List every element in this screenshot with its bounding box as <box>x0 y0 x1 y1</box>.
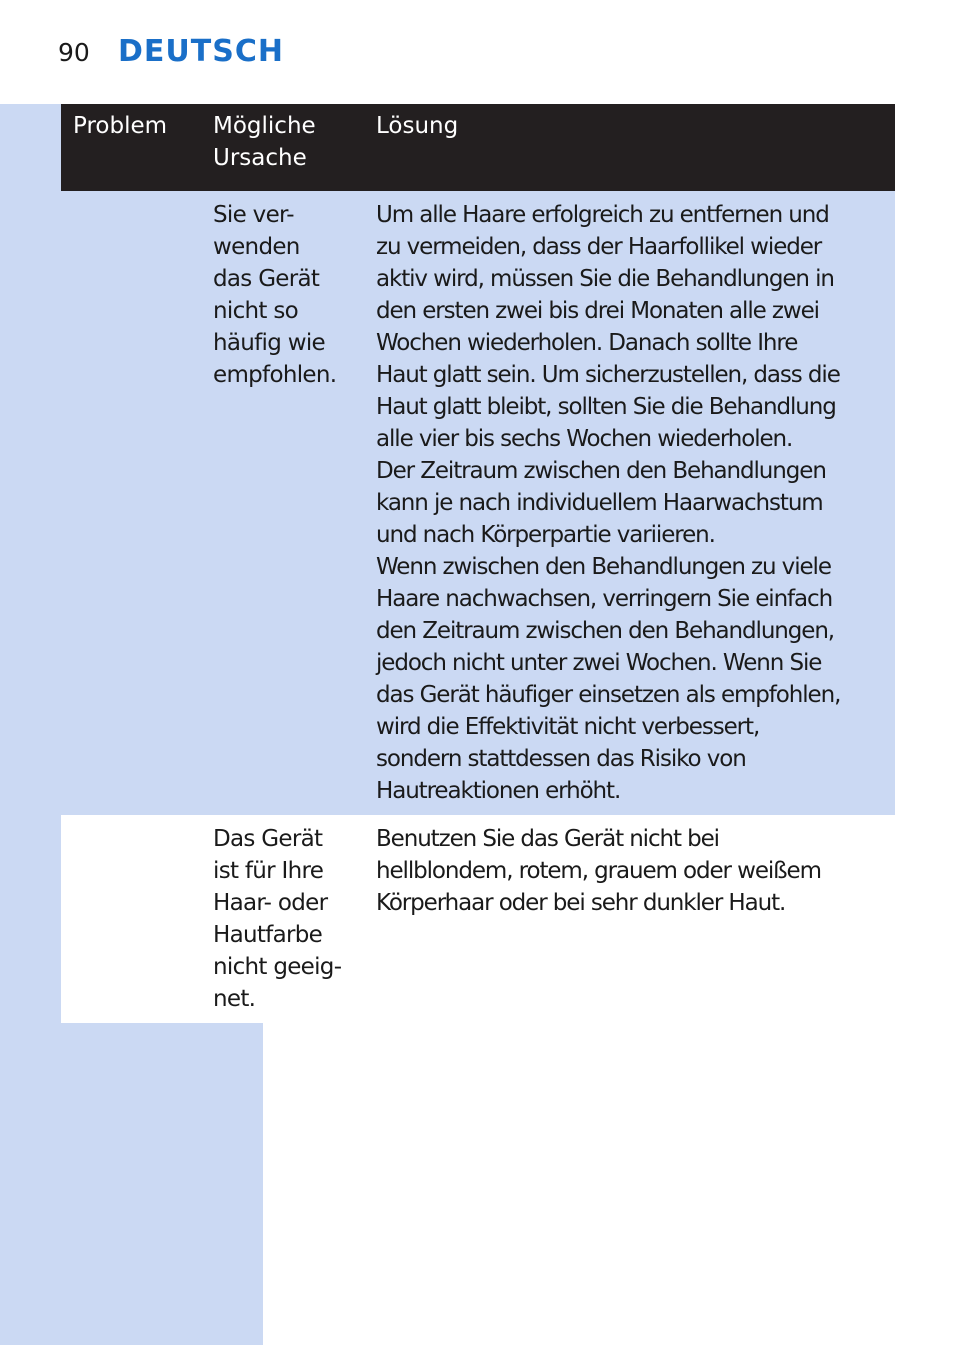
header-problem: Problem <box>73 113 168 139</box>
table-row <box>61 191 895 815</box>
table-row <box>61 815 895 1023</box>
header-solution: Lösung <box>376 113 459 139</box>
row-cause: Sie ver- wenden das Gerät nicht so häufig wie empfohlen. <box>213 202 337 388</box>
section-title: DEUTSCH <box>118 34 284 69</box>
page-number: 90 <box>58 38 90 67</box>
table-header-row <box>61 104 895 191</box>
row-cause: Das Gerät ist für Ihre Haar- oder Hautfarbe nicht geeig- net. <box>213 826 342 1012</box>
row-solution: Um alle Haare erfolgreich zu entfernen und zu vermeiden, dass der Haarfollikel wieder aktiv wird, müssen Sie die Behandlungen in den ersten zwei bis drei Monaten alle zwei Wochen wiederholen. Danach sollte Ihre Haut glatt sein. Um sicherzustellen, dass die Haut glatt bleibt, sollten Sie die Behandlung alle vier bis sechs Wochen wiederholen. Der Zeitraum zwischen den Behandlungen kann je nach individuellem Haarwachstum und nach Körperpartie variieren. Wenn zwischen den Behandlungen zu viele Haare nachwachsen, verringern Sie einfach den Zeitraum zwischen den Behandlungen, jedoch nicht unter zwei Wochen. Wenn Sie das Gerät häufiger einsetzen als empfohlen, wird die Effektivität nicht verbessert, sondern stattdessen das Risiko von Hautreaktionen erhöht. <box>376 202 841 804</box>
row-solution: Benutzen Sie das Gerät nicht bei hellblondem, rotem, grauem oder weißem Körperhaar oder bei sehr dunkler Haut. <box>376 826 821 916</box>
troubleshooting-table <box>61 104 895 1023</box>
header-cause: Mögliche Ursache <box>213 113 316 171</box>
